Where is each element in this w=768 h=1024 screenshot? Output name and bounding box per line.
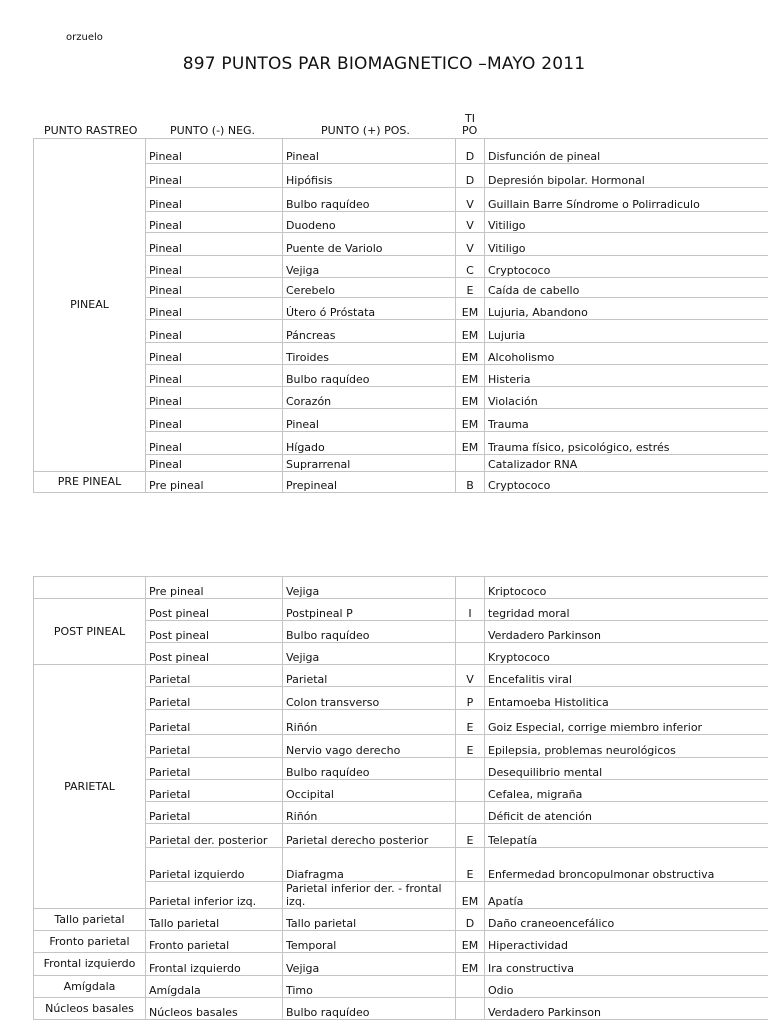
positive-point: Tallo parietal (283, 909, 456, 931)
point-type: C (456, 256, 485, 278)
positive-point: Suprarrenal (283, 455, 456, 472)
positive-point: Bulbo raquídeo (283, 621, 456, 643)
positive-point: Parietal inferior der. - frontal izq. (283, 882, 456, 909)
header-punto-neg: PUNTO (-) NEG. (170, 124, 256, 137)
negative-point: Pineal (146, 365, 283, 387)
point-type: EM (456, 320, 485, 343)
point-type (456, 976, 485, 998)
diagnosis: Telepatía (485, 824, 768, 848)
point-type: V (456, 188, 485, 212)
negative-point: Parietal (146, 665, 283, 687)
point-type: V (456, 233, 485, 256)
negative-point: Pineal (146, 455, 283, 472)
points-table-pineal (33, 138, 768, 493)
negative-point: Pineal (146, 212, 283, 233)
positive-point: Bulbo raquídeo (283, 758, 456, 780)
table-row (34, 472, 768, 493)
positive-point: Parietal (283, 665, 456, 687)
negative-point: Pineal (146, 343, 283, 365)
positive-point: Temporal (283, 931, 456, 953)
diagnosis: Enfermedad broncopulmonar obstructiva (485, 848, 768, 882)
diagnosis: Alcoholismo (485, 343, 768, 365)
negative-point: Parietal izquierdo (146, 848, 283, 882)
negative-point: Pineal (146, 298, 283, 320)
positive-point: Útero ó Próstata (283, 298, 456, 320)
point-type: E (456, 824, 485, 848)
group-label: Frontal izquierdo (34, 953, 146, 976)
positive-point: Vejiga (283, 256, 456, 278)
diagnosis: Kriptococo (485, 577, 768, 599)
diagnosis: Cryptococo (485, 472, 768, 493)
point-type (456, 998, 485, 1020)
point-type: E (456, 735, 485, 758)
diagnosis: Trauma (485, 409, 768, 432)
positive-point: Occipital (283, 780, 456, 802)
point-type (456, 758, 485, 780)
group-label: PRE PINEAL (34, 472, 146, 493)
group-label: Núcleos basales (34, 998, 146, 1020)
group-label: PARIETAL (34, 665, 146, 909)
positive-point: Vejiga (283, 953, 456, 976)
table-row (34, 931, 768, 953)
point-type: EM (456, 365, 485, 387)
positive-point: Timo (283, 976, 456, 998)
point-type (456, 643, 485, 665)
header-punto-pos: PUNTO (+) POS. (321, 124, 410, 137)
negative-point: Pre pineal (146, 472, 283, 493)
negative-point: Frontal izquierdo (146, 953, 283, 976)
point-type: I (456, 599, 485, 621)
table-row (34, 953, 768, 976)
positive-point: Riñón (283, 802, 456, 824)
positive-point: Hipófisis (283, 164, 456, 188)
header-tipo-line2: PO (462, 124, 478, 137)
diagnosis: Depresión bipolar. Hormonal (485, 164, 768, 188)
point-type (456, 455, 485, 472)
point-type: EM (456, 409, 485, 432)
corner-note: orzuelo (66, 32, 103, 43)
positive-point: Puente de Variolo (283, 233, 456, 256)
group-label: Amígdala (34, 976, 146, 998)
point-type: D (456, 164, 485, 188)
group-label (34, 577, 146, 599)
positive-point: Páncreas (283, 320, 456, 343)
diagnosis: Catalizador RNA (485, 455, 768, 472)
table-row (34, 909, 768, 931)
diagnosis: Déficit de atención (485, 802, 768, 824)
point-type: B (456, 472, 485, 493)
diagnosis: Lujuria (485, 320, 768, 343)
diagnosis: Lujuria, Abandono (485, 298, 768, 320)
negative-point: Parietal (146, 735, 283, 758)
negative-point: Parietal der. posterior (146, 824, 283, 848)
negative-point: Parietal (146, 780, 283, 802)
negative-point: Pre pineal (146, 577, 283, 599)
diagnosis: Entamoeba Histolitica (485, 687, 768, 710)
negative-point: Post pineal (146, 643, 283, 665)
point-type (456, 802, 485, 824)
point-type: D (456, 139, 485, 164)
negative-point: Post pineal (146, 621, 283, 643)
positive-point: Prepineal (283, 472, 456, 493)
diagnosis: Histeria (485, 365, 768, 387)
negative-point: Parietal (146, 758, 283, 780)
diagnosis: Disfunción de pineal (485, 139, 768, 164)
group-label: PINEAL (34, 139, 146, 472)
point-type: EM (456, 343, 485, 365)
page-title: 897 PUNTOS PAR BIOMAGNETICO –MAYO 2011 (182, 54, 586, 74)
negative-point: Parietal (146, 687, 283, 710)
diagnosis: Verdadero Parkinson (485, 621, 768, 643)
table-row (34, 976, 768, 998)
point-type: E (456, 710, 485, 735)
diagnosis: Encefalitis viral (485, 665, 768, 687)
negative-point: Pineal (146, 432, 283, 455)
negative-point: Parietal inferior izq. (146, 882, 283, 909)
point-type: EM (456, 432, 485, 455)
diagnosis: Desequilibrio mental (485, 758, 768, 780)
negative-point: Post pineal (146, 599, 283, 621)
positive-point: Hígado (283, 432, 456, 455)
point-type (456, 621, 485, 643)
diagnosis: Ira constructiva (485, 953, 768, 976)
table-row (34, 998, 768, 1020)
negative-point: Pineal (146, 409, 283, 432)
negative-point: Núcleos basales (146, 998, 283, 1020)
positive-point: Nervio vago derecho (283, 735, 456, 758)
diagnosis: Kryptococo (485, 643, 768, 665)
point-type: E (456, 848, 485, 882)
negative-point: Pineal (146, 164, 283, 188)
positive-point: Cerebelo (283, 278, 456, 298)
table-row (34, 139, 768, 164)
diagnosis: Goiz Especial, corrige miembro inferior (485, 710, 768, 735)
positive-point: Pineal (283, 139, 456, 164)
point-type: P (456, 687, 485, 710)
negative-point: Amígdala (146, 976, 283, 998)
negative-point: Pineal (146, 256, 283, 278)
negative-point: Pineal (146, 278, 283, 298)
diagnosis: Apatía (485, 882, 768, 909)
table-row (34, 599, 768, 621)
negative-point: Parietal (146, 710, 283, 735)
diagnosis: Violación (485, 387, 768, 409)
points-table-parietal (33, 576, 768, 1020)
positive-point: Corazón (283, 387, 456, 409)
group-label: Fronto parietal (34, 931, 146, 953)
point-type: V (456, 665, 485, 687)
diagnosis: Hiperactividad (485, 931, 768, 953)
negative-point: Pineal (146, 320, 283, 343)
point-type: EM (456, 931, 485, 953)
point-type: E (456, 278, 485, 298)
point-type: EM (456, 953, 485, 976)
positive-point: Pineal (283, 409, 456, 432)
negative-point: Parietal (146, 802, 283, 824)
positive-point: Tiroides (283, 343, 456, 365)
header-tipo-line1: TI (465, 112, 475, 125)
point-type: D (456, 909, 485, 931)
table-row (34, 577, 768, 599)
diagnosis: Cryptococo (485, 256, 768, 278)
positive-point: Bulbo raquídeo (283, 188, 456, 212)
negative-point: Pineal (146, 188, 283, 212)
table2-body (34, 577, 768, 1020)
positive-point: Bulbo raquídeo (283, 998, 456, 1020)
negative-point: Fronto parietal (146, 931, 283, 953)
diagnosis: Vitiligo (485, 212, 768, 233)
diagnosis: Vitiligo (485, 233, 768, 256)
diagnosis: Cefalea, migraña (485, 780, 768, 802)
positive-point: Postpineal P (283, 599, 456, 621)
point-type (456, 780, 485, 802)
header-punto-rastreo: PUNTO RASTREO (44, 124, 138, 137)
point-type: EM (456, 387, 485, 409)
negative-point: Pineal (146, 233, 283, 256)
positive-point: Diafragma (283, 848, 456, 882)
diagnosis: Epilepsia, problemas neurológicos (485, 735, 768, 758)
negative-point: Pineal (146, 139, 283, 164)
positive-point: Vejiga (283, 577, 456, 599)
diagnosis: Caída de cabello (485, 278, 768, 298)
group-label: POST PINEAL (34, 599, 146, 665)
group-label: Tallo parietal (34, 909, 146, 931)
diagnosis: Odio (485, 976, 768, 998)
positive-point: Bulbo raquídeo (283, 365, 456, 387)
table-row (34, 665, 768, 687)
diagnosis: Daño craneoencefálico (485, 909, 768, 931)
positive-point: Vejiga (283, 643, 456, 665)
point-type: EM (456, 882, 485, 909)
diagnosis: Guillain Barre Síndrome o Polirradiculo (485, 188, 768, 212)
negative-point: Pineal (146, 387, 283, 409)
point-type: EM (456, 298, 485, 320)
diagnosis: Verdadero Parkinson (485, 998, 768, 1020)
point-type: V (456, 212, 485, 233)
positive-point: Colon transverso (283, 687, 456, 710)
positive-point: Parietal derecho posterior (283, 824, 456, 848)
table1-body (34, 139, 768, 493)
point-type (456, 577, 485, 599)
negative-point: Tallo parietal (146, 909, 283, 931)
positive-point: Duodeno (283, 212, 456, 233)
diagnosis: tegridad moral (485, 599, 768, 621)
positive-point: Riñón (283, 710, 456, 735)
diagnosis: Trauma físico, psicológico, estrés (485, 432, 768, 455)
